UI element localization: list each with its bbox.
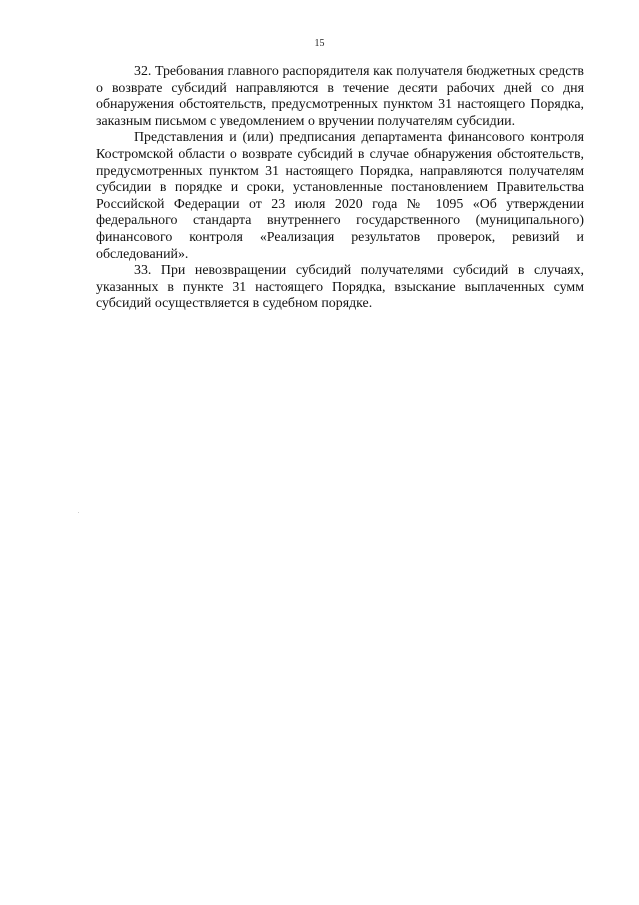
scan-speck bbox=[78, 512, 79, 513]
paragraph-33: 33. При невозвращении субсидий получателями субсидий в случаях, указанных в пункте 31 настоящего Порядка, взыскание выплаченных сумм субсидий осуществляется в судебном порядке. bbox=[96, 263, 584, 312]
paragraph-32: 32. Требования главного распорядителя как получателя бюджетных средств о возврате субсидий направляются в течение десяти рабочих дней со дня обнаружения обстоятельств, предусмотренных пунктом 31 настоящего Порядка, заказным письмом с уведомлением о вручении получателям субсидии. bbox=[96, 64, 584, 129]
document-body bbox=[96, 64, 584, 313]
paragraph-32-continued: Представления и (или) предписания департамента финансового контроля Костромской области о возврате субсидий в случае обнаружения обстоятельств, предусмотренных пунктом 31 настоящего Порядка, направляются получателям субсидии в порядке и сроки, установленные постановлением Правительства Российской Федерации от 23 июля 2020 года № 1095 «Об утверждении федерального стандарта внутреннего государственного (муниципального) финансового контроля «Реализация результатов проверок, ревизий и обследований». bbox=[96, 130, 584, 262]
page-number: 15 bbox=[314, 38, 325, 49]
